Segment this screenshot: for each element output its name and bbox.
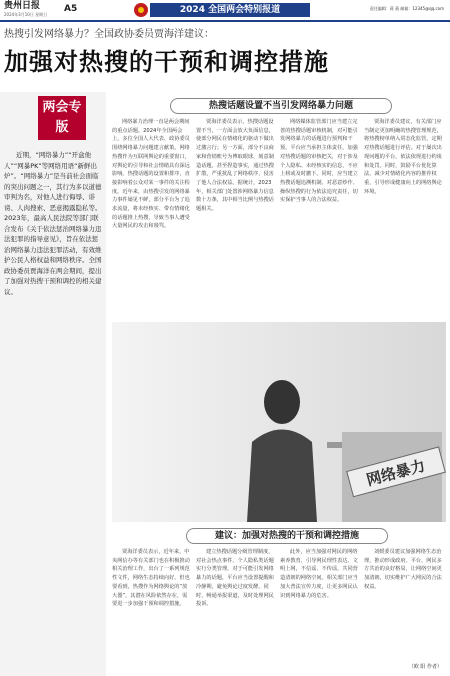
article-column-6: 建立热搜话题分级管理制度，对社会热点事件、个人隐私类话题实行分类管理，对于可能引发网络暴力的话题，平台应当设置提醒和冷静期，避免舆论过度发酵。同时，畅通举报渠道，及时处理网民投诉。 <box>196 549 274 608</box>
article-column-3: 网络媒体监管部门应当建立完善的热搜话题审核机制，对可能引发网络暴力的话题进行预判和干预。平台应当承担主体责任，加强对热搜话题的审核把关，对于涉及个人隐私、未经核实的信息，不应上榜或及时撤下。同时，应当建立热搜话题追溯机制，对恶意炒作、操纵热搜的行为依法追究责任，切实保护当事人的合法权益。 <box>280 119 358 204</box>
section-heading-1: 热搜话题设置不当引发网络暴力问题 <box>170 98 392 114</box>
page-header <box>0 0 450 20</box>
article-column-1: 网络暴力治理一直是两会期间的重点话题。2024年全国两会上，多位全国人大代表、政协委员围绕网络暴力问题建言献策。网络热搜作为互联网舆论的重要窗口，对舆论的引导和社会情绪具有深远影响。热搜话题的设置和排序，直接影响着公众对某一事件的关注程度。近年来，由热搜引发的网络暴力事件屡见不鲜，部分平台为了追求流量，将未经核实、带有情绪化的话题推上热搜，导致当事人遭受大量网民的攻击和谩骂。 <box>112 119 190 230</box>
article-headline: 加强对热搜的干预和调控措施 <box>4 47 329 76</box>
article-column-2: 贾海洋委员表示，热搜话题设置不当，一方面会放大负面信息，使部分网民在情绪化的驱动下做出过激言行；另一方面，部分不良商家和营销账号为博取眼球，刻意制造话题，甚至捏造事实，通过热搜扩散，严重扰乱了网络秩序，侵害了他人合法权益。据统计，2023年，相关部门处置涉网络暴力信息数十万条，其中相当比例与热搜话题相关。 <box>196 119 274 213</box>
photo-overlay-text: 网络暴力 <box>364 456 428 490</box>
sidebar-text: 近期，“网络暴力”“开盒他人”“网暴PK”等网络用语“新鲜出炉”。“网络暴力”是当前社会面临的突出问题之一，其行为多以道德审判为名，对他人进行侮辱、诽谤、人肉搜索、恶意揭露隐私等。2023年，最高人民法院等部门联合发布《关于依法惩治网络暴力违法犯罪的指导意见》，旨在依法惩治网络暴力违法犯罪活动，有效维护公民人格权益和网络秩序。全国政协委员贾海洋在两会期间，提出了加强对热搜干预和调控的相关建议。 <box>4 151 102 296</box>
article-column-4: 贾海洋委员建议，有关部门应当制定更加明确的热搜管理规范，将热搜榜单纳入常态化监管，定期对热搜话题进行评估。对于屡次出现问题的平台，依法依规进行约谈和处罚。同时，鼓励平台优化算法，减少对情绪化内容的推荐权重，引导形成健康向上的网络舆论环境。 <box>364 119 442 195</box>
page-number: A5 <box>64 4 78 14</box>
column-tag: 两会专版 <box>38 96 86 140</box>
cyberbullying-photo <box>112 322 446 522</box>
emblem-icon <box>134 3 148 17</box>
issue-date: 2024年3月10日 星期日 <box>4 12 48 17</box>
editor-info: 责任编辑：蒋 燕 邮箱：12345@qq.com <box>369 6 444 11</box>
news-photo <box>112 322 446 522</box>
article-column-5: 贾海洋委员表示，近年来，中央网信办等有关部门也在积极推动相关治理工作，出台了一系列规范性文件，网络生态持续向好。但也要看到，热搜作为网络舆论的“放大器”，其潜在风险依然存在，需要进一步加强干预和调控措施。 <box>112 549 190 608</box>
article-subtitle: 热搜引发网络暴力？全国政协委员贾海洋建议： <box>4 29 214 40</box>
header-divider <box>0 20 450 22</box>
article-column-7: 此外，应当加强对网民的网络素养教育，引导网民理性表达、文明上网，不信谣、不传谣，共同营造清朗的网络空间。相关部门应当加大普法宣传力度，让更多网民认识到网络暴力的危害。 <box>280 549 358 599</box>
special-banner: 2024 全国两会特别报道 <box>150 3 310 17</box>
byline: （欧 阳 作者） <box>408 664 442 670</box>
section-heading-2: 建议：加强对热搜的干预和调控措施 <box>186 528 388 544</box>
article-column-8: 刘媛委员建议加强网络生态治理，推动形成政府、平台、网民多方共治的良好格局，让网络空间更加清朗，切实维护广大网民的合法权益。 <box>364 549 442 590</box>
masthead: 贵州日报 <box>4 1 41 11</box>
